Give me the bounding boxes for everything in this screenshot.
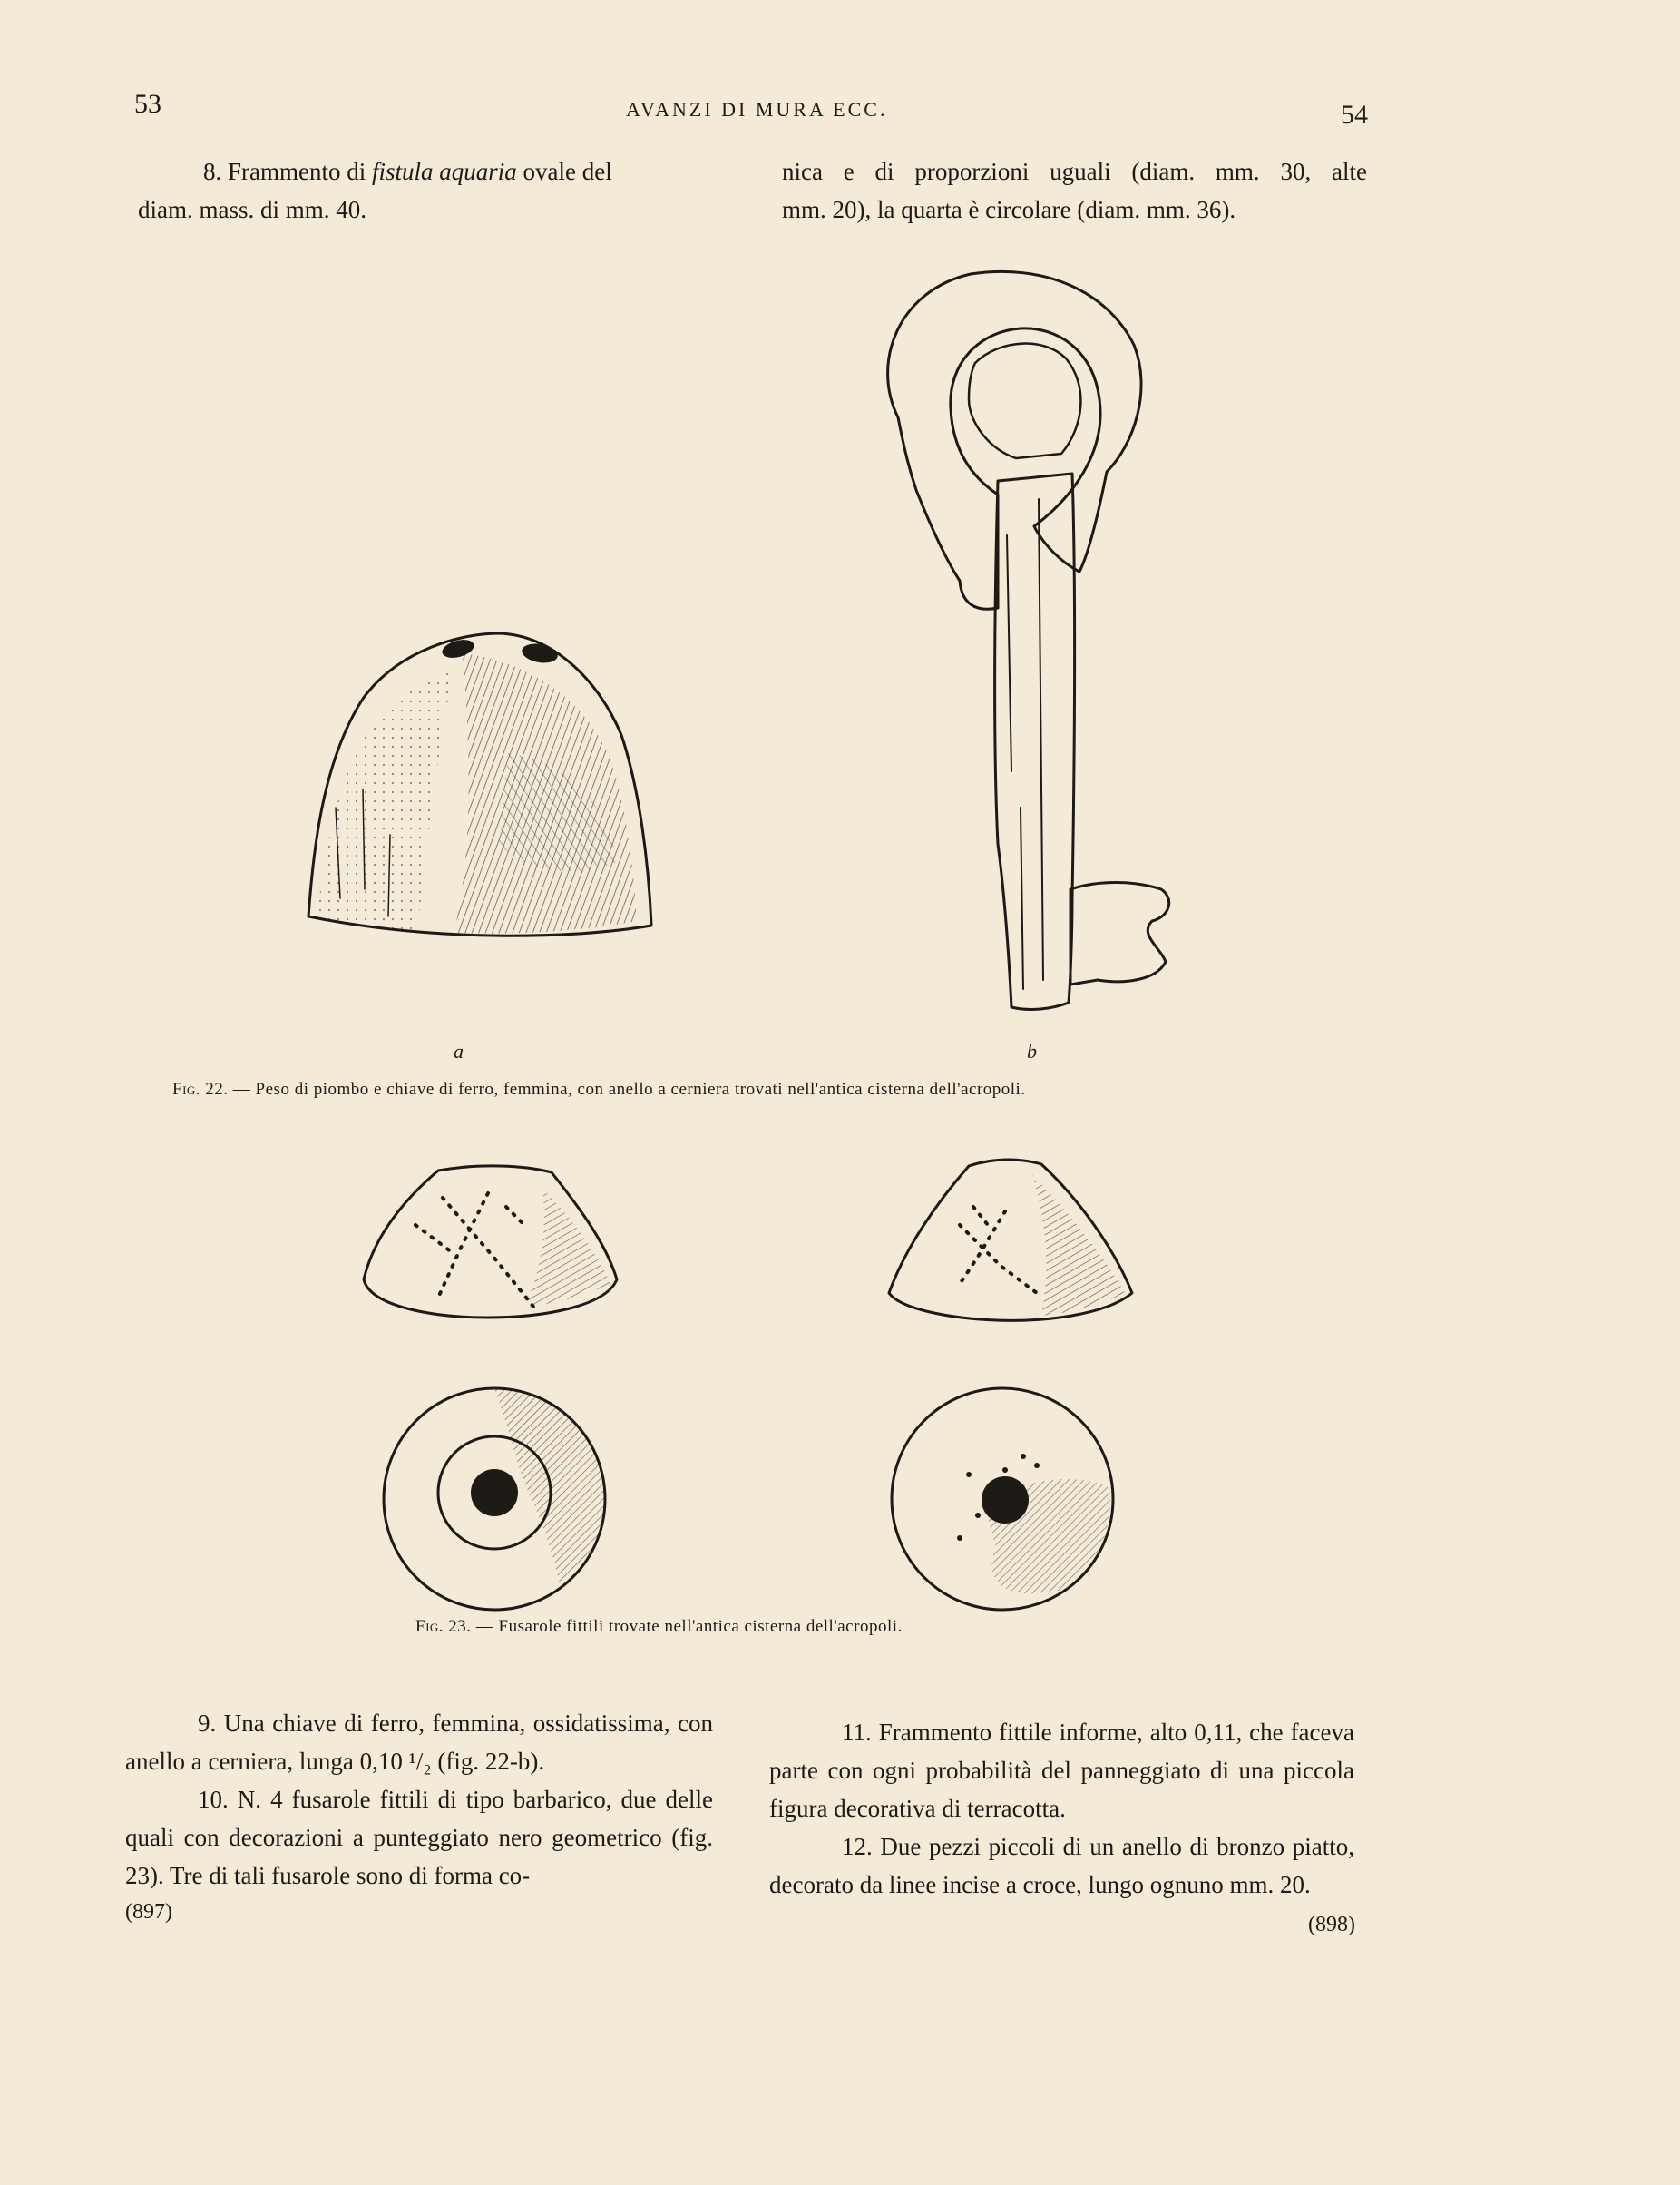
lead-weight-drawing — [299, 626, 662, 971]
para8-italic: fistula aquaria — [371, 158, 517, 185]
paragraph-8 — [138, 152, 723, 191]
signature-right: (898) — [1308, 1913, 1355, 1936]
fig22-caption — [172, 1080, 1026, 1100]
paragraph-8-cont: diam. mass. di mm. 40. — [138, 196, 366, 223]
para8-text-a: 8. Frammento di — [203, 158, 372, 185]
whorl-side-left — [361, 1161, 619, 1325]
signature-left: (897) — [125, 1900, 172, 1924]
fig23-caption-lead: Fig. 23. — — [415, 1617, 494, 1636]
whorl-top-left — [379, 1384, 610, 1615]
paragraph-11: 11. Frammento fittile informe, alto 0,11, che faceva parte con ogni probabilità del panneggiato di una piccola figura decorativa di terracotta. — [769, 1719, 1354, 1822]
paragraph-10: 10. N. 4 fusarole fittili di tipo barbarico, due delle quali con decorazioni a punteggiato nero geometrico (fig. 23). Tre di tali fusarole sono di forma co- — [125, 1786, 713, 1889]
bottom-left-column — [125, 1704, 713, 1895]
fig22-caption-text: Peso di piombo e chiave di ferro, femmina, con anello a cerniera trovati nell'antica cisterna dell'acropoli. — [250, 1080, 1026, 1099]
fig22-label-a: a — [454, 1040, 464, 1063]
paragraph-9: 9. Una chiave di ferro, femmina, ossidatissima, con anello a cerniera, lunga 0,10 ¹/₂ (fig. 22-b). — [125, 1710, 713, 1775]
fig22-caption-lead: Fig. 22. — — [172, 1080, 251, 1099]
running-title: AVANZI DI MURA ECC. — [626, 98, 888, 121]
page-number-right: 54 — [1341, 100, 1368, 130]
bottom-right-column — [769, 1713, 1354, 1904]
paragraph-12: 12. Due pezzi piccoli di un anello di bronzo piatto, decorato da linee incise a croce, lungo ognuno mm. 20. — [769, 1833, 1354, 1898]
para8-text-b: ovale del — [516, 158, 612, 185]
top-left-column — [138, 152, 723, 229]
top-right-line-1: nica e di proporzioni uguali (diam. mm. 30, alte — [782, 158, 1367, 185]
fig23-caption — [415, 1617, 903, 1637]
whorl-side-right — [887, 1157, 1134, 1325]
fig23-caption-text: Fusarole fittili trovate nell'antica cisterna dell'acropoli. — [493, 1617, 903, 1636]
top-right-column — [782, 152, 1367, 229]
iron-key-drawing — [862, 263, 1206, 1025]
whorl-top-right — [887, 1384, 1118, 1615]
page-number-left: 53 — [134, 89, 161, 119]
fig22-label-b: b — [1027, 1040, 1037, 1063]
top-right-line-2: mm. 20), la quarta è circolare (diam. mm. 36). — [782, 196, 1236, 223]
